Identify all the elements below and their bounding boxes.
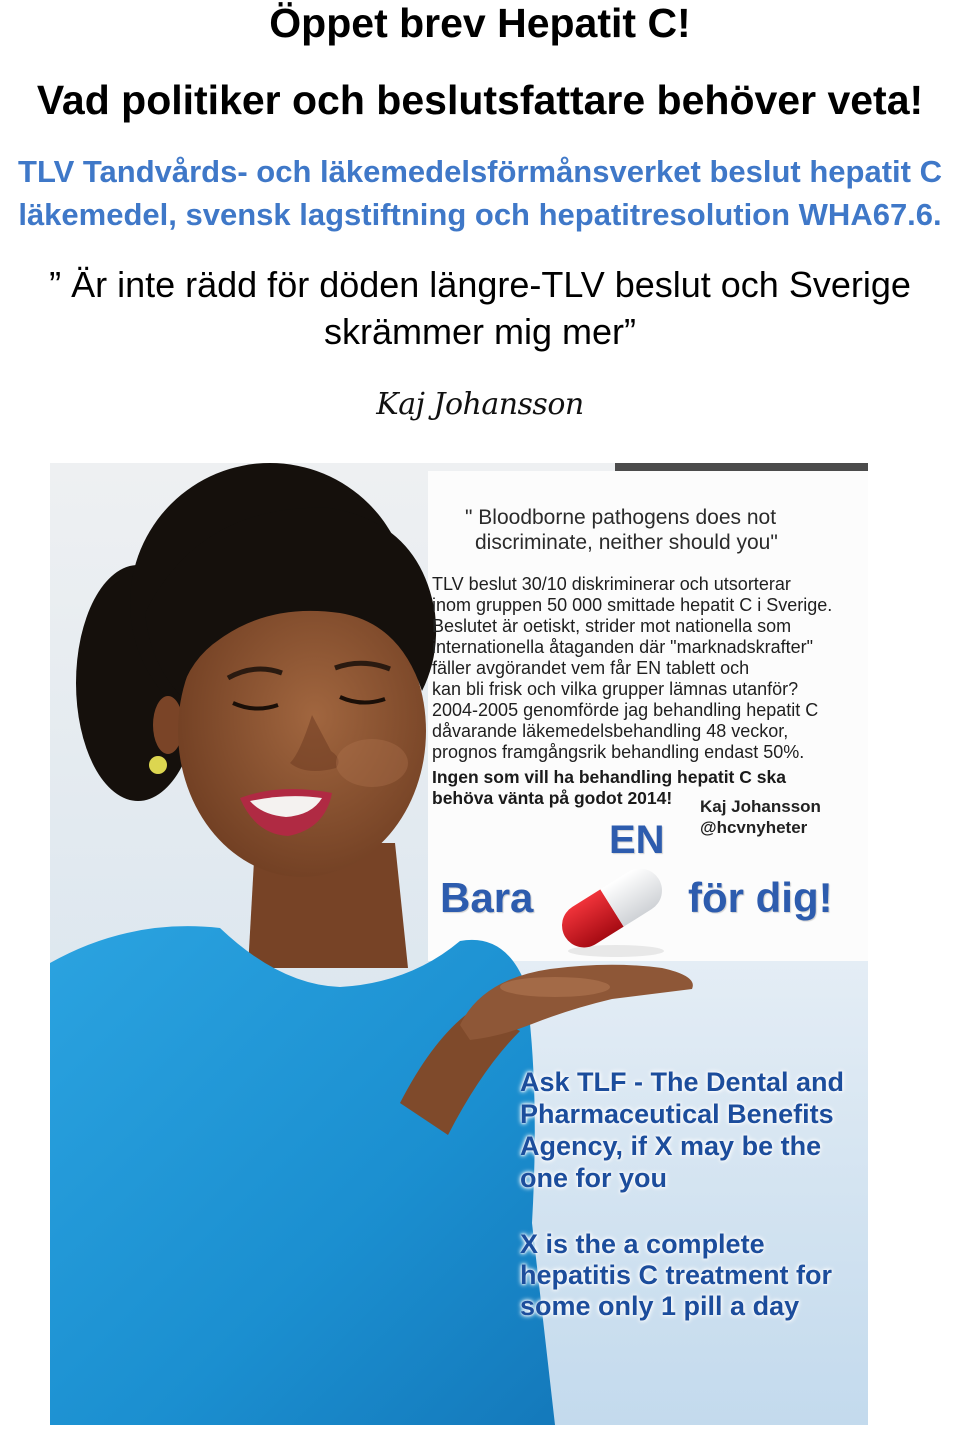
page-title <box>0 0 960 46</box>
body-line: internationella åtaganden där "marknadskrafter" <box>432 637 814 657</box>
callout-line: behöva vänta på godot 2014! <box>432 788 673 808</box>
motto-line: discriminate, neither should you" <box>475 531 778 554</box>
body-line: prognos framgångsrik behandling endast 50%. <box>432 742 805 762</box>
campaign-poster <box>50 463 868 1425</box>
signature-text: Kaj Johansson <box>376 387 584 422</box>
earring <box>149 756 167 774</box>
treatment-line: hepatitis C treatment for <box>520 1260 833 1290</box>
quote-block <box>0 261 960 355</box>
page-subtitle <box>0 77 960 123</box>
ask-line: one for you <box>520 1163 667 1193</box>
quote-line: ” Är inte rädd för döden längre-TLV beslut och Sverige <box>49 264 911 305</box>
poster-body <box>432 574 832 763</box>
top-bar <box>615 463 868 471</box>
topic-line: TLV Tandvårds- och läkemedelsförmånsverket beslut hepatit C <box>18 154 942 189</box>
body-line: inom gruppen 50 000 smittade hepatit C i Sverige. <box>432 595 833 615</box>
ask-line: Agency, if X may be the <box>520 1131 822 1161</box>
callout-line: Ingen som vill ha behandling hepatit C ska <box>432 767 786 787</box>
slogan-for-dig: för dig! <box>688 874 833 921</box>
slogan-en: EN <box>609 818 665 862</box>
ask-line: Pharmaceutical Benefits <box>520 1099 834 1129</box>
body-line: fäller avgörandet vem får EN tablett och <box>432 658 750 678</box>
ask-line: Ask TLF - The Dental and <box>520 1067 845 1097</box>
quote-line: skrämmer mig mer” <box>324 311 636 352</box>
title-text: Öppet brev Hepatit C! <box>269 0 691 46</box>
poster-author <box>700 796 821 838</box>
poster-motto <box>465 505 778 555</box>
treatment-line: X is the a complete <box>520 1229 765 1259</box>
body-line: 2004-2005 genomförde jag behandling hepatit C <box>432 700 819 720</box>
slogan-bara: Bara <box>440 874 534 921</box>
author-handle: @hcvnyheter <box>700 818 808 837</box>
body-line: dåvarande läkemedelsbehandling 48 veckor, <box>432 721 789 741</box>
topic-line: läkemedel, svensk lagstiftning och hepatitresolution WHA67.6. <box>18 197 942 232</box>
body-line: kan bli frisk och vilka grupper lämnas utanför? <box>432 679 799 699</box>
motto-line: " Bloodborne pathogens does not <box>465 506 777 529</box>
cheek <box>336 739 408 787</box>
subtitle-text: Vad politiker och beslutsfattare behöver veta! <box>36 77 924 123</box>
body-line: TLV beslut 30/10 diskriminerar och utsorterar <box>432 574 791 594</box>
ask-tlf-block <box>520 1066 844 1194</box>
treatment-line: some only 1 pill a day <box>520 1291 800 1321</box>
signature <box>0 383 960 427</box>
treatment-info-block <box>520 1229 832 1322</box>
palm-highlight <box>500 977 610 997</box>
body-line: Beslutet är oetiskt, strider mot nationella som <box>432 616 792 636</box>
topic-heading <box>0 150 960 236</box>
author-name: Kaj Johansson <box>700 797 821 816</box>
